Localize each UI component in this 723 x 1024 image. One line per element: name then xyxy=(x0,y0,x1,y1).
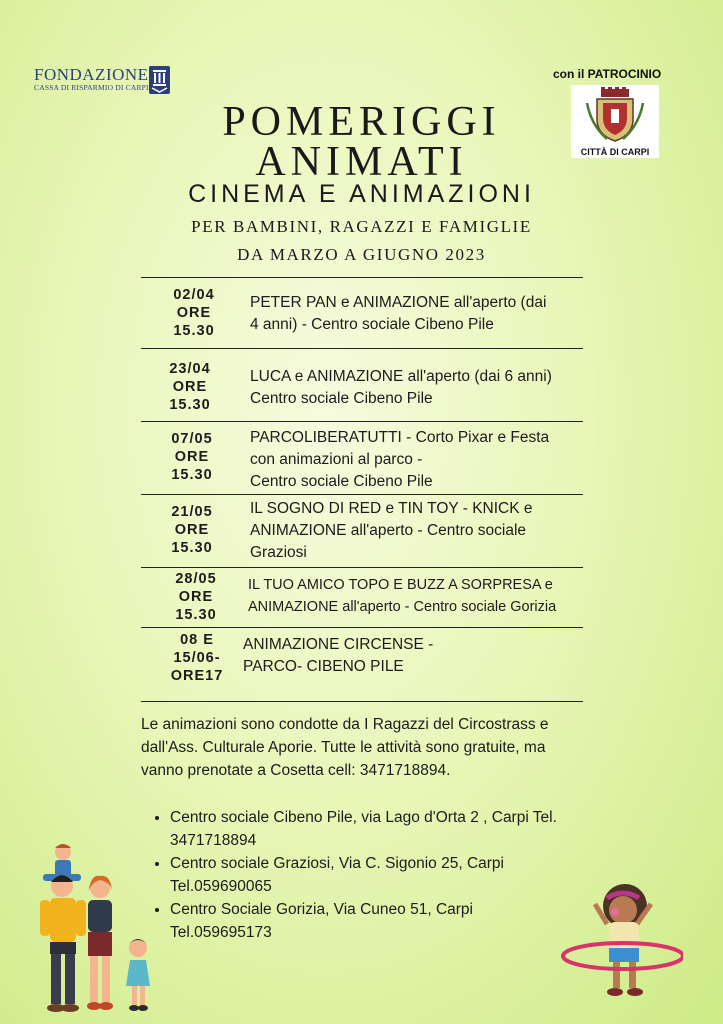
event-line: PARCO- CIBENO PILE xyxy=(243,658,404,675)
title-line-2: ANIMATI xyxy=(255,139,468,185)
contact-line: Centro sociale Graziosi, Via C. Sigonio 25, Carpi xyxy=(170,855,504,872)
event-date-day: 02/04 xyxy=(173,287,215,303)
event-date xyxy=(156,360,224,414)
event-time-label: ORE xyxy=(174,522,210,538)
event-time: 15.30 xyxy=(175,607,217,623)
contact-phone: 3471718894 xyxy=(170,832,257,849)
event-line: PARCOLIBERATUTTI - Corto Pixar e Festa xyxy=(250,429,550,446)
info-note xyxy=(141,713,591,782)
event-line: ANIMAZIONE all'aperto - Centro sociale Gorizia xyxy=(248,599,557,615)
note-line: vanno prenotate a Cosetta cell: 3471718894. xyxy=(141,762,451,779)
subtitle: CINEMA E ANIMAZIONI xyxy=(188,180,535,208)
tagline: PER BAMBINI, RAGAZZI E FAMIGLIE xyxy=(191,217,532,236)
event-date xyxy=(160,286,228,340)
carpi-city-label: CITTÀ DI CARPI xyxy=(580,147,650,157)
contact-item xyxy=(170,898,610,944)
event-date-day: 07/05 xyxy=(171,431,213,447)
event-description xyxy=(250,292,585,336)
event-date-day: 21/05 xyxy=(171,504,213,520)
event-date xyxy=(160,631,234,685)
event-time-label: ORE xyxy=(176,305,212,321)
schedule-divider xyxy=(141,277,583,278)
contact-item xyxy=(170,806,610,852)
schedule-divider xyxy=(141,494,583,495)
contact-line: Centro sociale Cibeno Pile, via Lago d'Orta 2 , Carpi Tel. xyxy=(170,809,557,826)
event-description xyxy=(243,634,578,678)
event-line: Graziosi xyxy=(250,544,307,561)
event-line: IL SOGNO DI RED e TIN TOY - KNICK e xyxy=(250,500,533,517)
event-time: 15.30 xyxy=(173,323,215,339)
event-line: Centro sociale Cibeno Pile xyxy=(250,473,433,490)
event-line: PETER PAN e ANIMAZIONE all'aperto (dai xyxy=(250,294,547,311)
schedule-divider xyxy=(141,348,583,349)
event-line: con animazioni al parco - xyxy=(250,451,423,468)
event-line: 4 anni) - Centro sociale Cibeno Pile xyxy=(250,316,494,333)
event-time: 15.30 xyxy=(171,467,213,483)
contacts-list xyxy=(150,806,610,944)
event-time: 15.30 xyxy=(169,397,211,413)
event-description xyxy=(250,427,585,493)
title-line-1: POMERIGGI xyxy=(222,99,501,145)
contact-line: Centro Sociale Gorizia, Via Cuneo 51, Carpi xyxy=(170,901,473,918)
event-description xyxy=(250,498,585,564)
event-time-label: ORE xyxy=(172,379,208,395)
event-line: ANIMAZIONE all'aperto - Centro sociale xyxy=(250,522,527,539)
event-time: 15.30 xyxy=(171,540,213,556)
event-line: IL TUO AMICO TOPO E BUZZ A SORPRESA e xyxy=(248,577,553,593)
schedule-divider xyxy=(141,627,583,628)
schedule-divider xyxy=(141,421,583,422)
hula-hoop-kid-illustration xyxy=(555,876,683,1004)
event-line: ANIMAZIONE CIRCENSE - xyxy=(243,636,434,653)
period: DA MARZO A GIUGNO 2023 xyxy=(237,245,486,264)
schedule-divider xyxy=(141,567,583,568)
event-date xyxy=(158,503,226,557)
event-time-label: 15/06- xyxy=(173,650,221,666)
fondazione-emblem-icon xyxy=(149,66,170,94)
fondazione-subtitle: CASSA DI RISPARMIO DI CARPI xyxy=(34,83,149,92)
event-time: ORE17 xyxy=(170,668,224,684)
note-line: dall'Ass. Culturale Aporie. Tutte le attività sono gratuite, ma xyxy=(141,739,546,756)
event-description xyxy=(248,574,593,618)
event-time-label: ORE xyxy=(174,449,210,465)
event-time-label: ORE xyxy=(178,589,214,605)
event-description xyxy=(250,366,585,410)
event-date xyxy=(158,430,226,484)
event-line: LUCA e ANIMAZIONE all'aperto (dai 6 anni) xyxy=(250,368,552,385)
family-illustration xyxy=(20,838,160,1018)
event-line: Centro sociale Cibeno Pile xyxy=(250,390,433,407)
fondazione-name: FONDAZIONE xyxy=(34,65,149,84)
patrocinio-label: con il PATROCINIO xyxy=(553,67,662,81)
event-date-day: 08 E xyxy=(180,632,214,648)
note-line: Le animazioni sono condotte da I Ragazzi del Circostrass e xyxy=(141,716,549,733)
schedule-divider xyxy=(141,701,583,702)
contact-phone: Tel.059695173 xyxy=(170,924,272,941)
event-date xyxy=(162,570,230,624)
event-date-day: 28/05 xyxy=(175,571,217,587)
fondazione-logo xyxy=(34,66,149,92)
contact-item xyxy=(170,852,610,898)
event-date-day: 23/04 xyxy=(169,361,211,377)
contact-phone: Tel.059690065 xyxy=(170,878,272,895)
